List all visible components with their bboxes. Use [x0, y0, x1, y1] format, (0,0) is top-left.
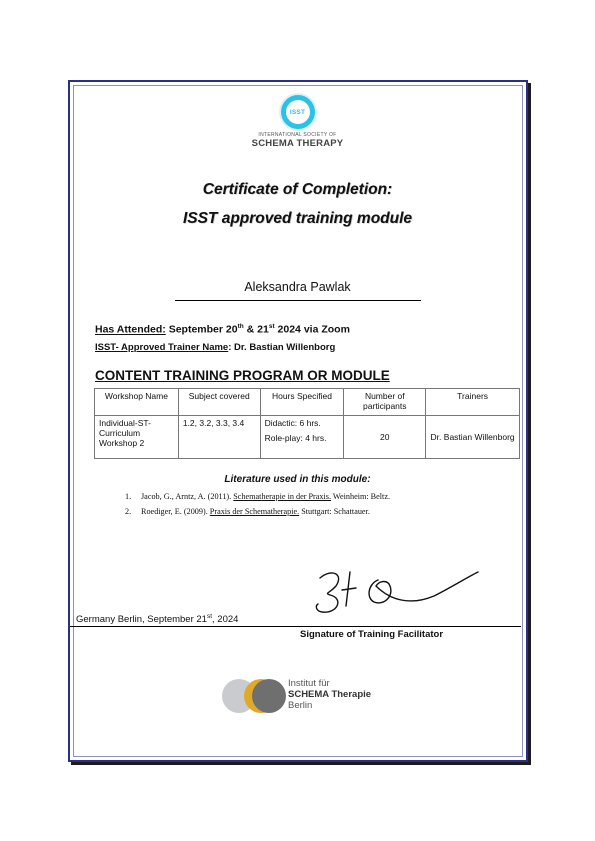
table-header-row	[95, 389, 520, 416]
header-subject-covered: Subject covered	[178, 389, 260, 416]
isst-logo: ISST INTERNATIONAL SOCIETY OF SCHEMA THERAPY	[0, 95, 595, 149]
cell-workshop: Individual-ST-Curriculum Workshop 2	[95, 416, 179, 459]
cell-subject: 1.2, 3.2, 3.3, 3.4	[178, 416, 260, 459]
header-trainers: Trainers	[426, 389, 520, 416]
list-item: 2. Roediger, E. (2009). Praxis der Schematherapie. Stuttgart: Schattauer.	[125, 507, 370, 516]
participant-name: Aleksandra Pawlak	[244, 280, 351, 294]
cell-hours: Didactic: 6 hrs. Role-play: 4 hrs.	[260, 416, 344, 459]
signature-label: Signature of Training Facilitator	[300, 629, 444, 640]
isst-ring-icon: ISST	[281, 95, 315, 129]
literature-list	[125, 492, 390, 522]
header-number-of-participants: Number of participants	[344, 389, 426, 416]
header-workshop-name: Workshop Name	[95, 389, 179, 416]
table-row	[95, 416, 520, 459]
institute-logo: Institut für SCHEMA Therapie Berlin	[222, 676, 402, 716]
section-heading: CONTENT TRAINING PROGRAM OR MODULE	[95, 368, 390, 383]
place-and-date: Germany Berlin, September 21st, 2024	[76, 613, 239, 626]
attended-line: Has Attended: September 20th & 21st 2024 via Zoom	[95, 323, 350, 336]
certificate-subtitle: ISST approved training module	[182, 210, 413, 227]
cell-trainers: Dr. Bastian Willenborg	[426, 416, 520, 459]
header-hours-specified: Hours Specified	[260, 389, 344, 416]
literature-title: Literature used in this module:	[224, 474, 371, 485]
logo-circle-dark-icon	[252, 679, 286, 713]
certificate-title: Certificate of Completion:	[202, 181, 393, 198]
trainer-line: ISST- Approved Trainer Name: Dr. Bastian Willenborg	[95, 342, 336, 353]
training-program-table	[94, 388, 520, 459]
signature-line	[70, 626, 521, 627]
name-underline	[175, 300, 421, 301]
handwritten-signature	[310, 566, 482, 622]
list-item: 1. Jacob, G., Arntz, A. (2011). Schematherapie in der Praxis. Weinheim: Beltz.	[125, 492, 391, 501]
cell-participants: 20	[344, 416, 426, 459]
